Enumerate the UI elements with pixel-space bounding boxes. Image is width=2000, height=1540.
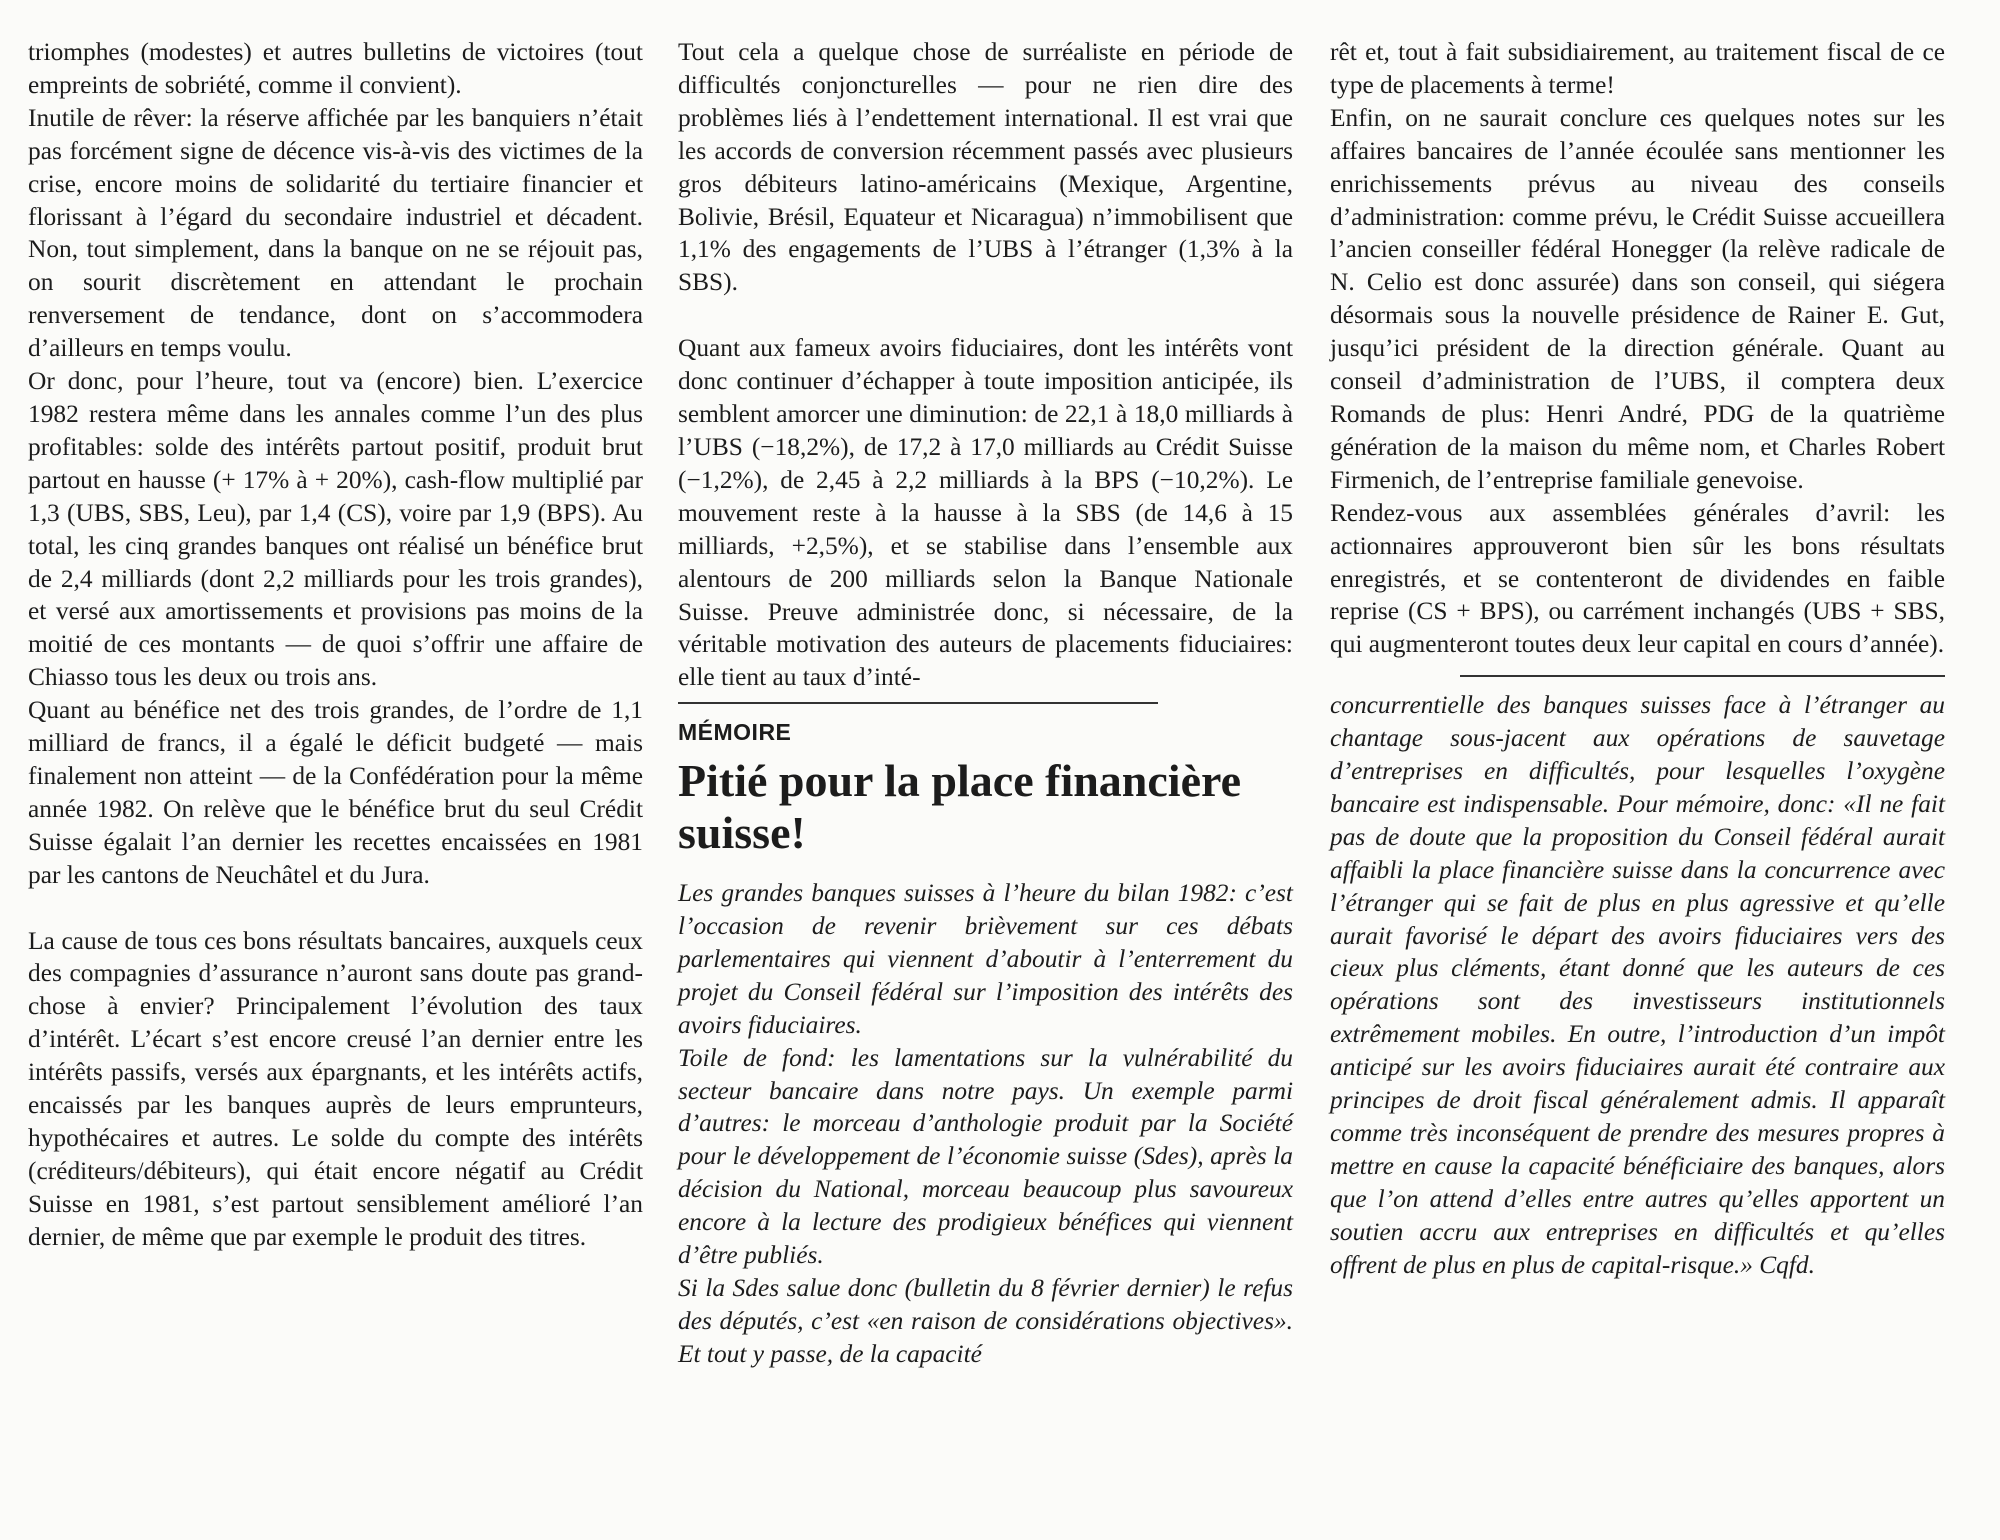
article-column-1	[28, 36, 643, 1254]
memo-paragraph: Si la Sdes salue donc (bulletin du 8 février dernier) le refus des députés, c’est «en raison de considérations objectives». Et tout y passe, de la capacité	[678, 1274, 1293, 1368]
article-column-3	[1330, 36, 1945, 1282]
memo-paragraph: Toile de fond: les lamentations sur la vulnérabilité du secteur bancaire dans notre pays. Un exemple parmi d’autres: le morceau d’anthologie produit par la Société pour le développement de l’économie suisse (Sdes), après la décision du National, morceau beaucoup plus savoureux encore à la lecture des prodigieux bénéfices qui viennent d’être publiés.	[678, 1043, 1293, 1270]
memo-paragraph: concurrentielle des banques suisses face à l’étranger au chantage sous-jacent aux opérations de sauvetage d’entreprises en difficultés, pour lesquelles l’oxygène bancaire est indispensable. Pour mémoire, donc: «Il ne fait pas de doute que la proposition du Conseil fédéral aurait affaibli la place financière suisse dans la concurrence avec l’étranger qui se fait de plus en plus agressive et qu’elle aurait favorisé le départ des avoirs fiduciaires vers des cieux plus cléments, étant donné que les auteurs de ces opérations sont des investisseurs institutionnels extrêmement mobiles. En outre, l’introduction d’un impôt anticipé sur les avoirs fiduciaires aurait été contraire aux principes de droit fiscal généralement admis. Il apparaît comme très inconséquent de prendre des mesures propres à mettre en cause la capacité bénéficiaire des banques, alors que l’on attend d’elles entre autres qu’elles apportent un soutien accru aux entreprises en difficultés et qu’elles offrent de plus en plus de capital-risque.» Cqfd.	[1330, 691, 1945, 1279]
memo-body	[678, 877, 1293, 1371]
paragraph: Or donc, pour l’heure, tout va (encore) bien. L’exercice 1982 restera même dans les annales comme l’un des plus profitables: solde des intérêts partout positif, produit brut partout en hausse (+ 17% à + 20%), cash-flow multiplié par 1,3 (UBS, SBS, Leu), par 1,4 (CS), voire par 1,9 (BPS). Au total, les cinq grandes banques ont réalisé un bénéfice brut de 2,4 milliards (dont 2,2 milliards pour les trois grandes), et versé aux amortissements et provisions pas moins de la moitié de ces montants — de quoi s’offrir une affaire de Chiasso tous les deux ou trois ans.	[28, 367, 643, 692]
paragraph: Tout cela a quelque chose de surréaliste en période de difficultés conjoncturelles — pour ne rien dire des problèmes liés à l’endettement international. Il est vrai que les accords de conversion récemment passés avec plusieurs gros débiteurs latino-américains (Mexique, Argentine, Bolivie, Brésil, Equateur et Nicaragua) n’immobilisent que 1,1% des engagements de l’UBS à l’étranger (1,3% à la SBS).	[678, 38, 1293, 297]
paragraph: Enfin, on ne saurait conclure ces quelques notes sur les affaires bancaires de l’année écoulée sans mentionner les enrichissements prévus au niveau des conseils d’administration: comme prévu, le Crédit Suisse accueillera l’ancien conseiller fédéral Honegger (la relève radicale de N. Celio est donc assurée) dans son conseil, qui siégera désormais sous la nouvelle présidence de Rainer E. Gut, jusqu’ici président de la direction générale. Quant au conseil d’administration de l’UBS, il comptera deux Romands de plus: Henri André, PDG de la quatrième génération de la maison du même nom, et Charles Robert Firmenich, de l’entreprise familiale genevoise.	[1330, 103, 1945, 494]
memo-headline: Pitié pour la place financière suisse!	[678, 755, 1242, 859]
article-column-2	[678, 36, 1293, 1371]
section-divider	[678, 702, 1158, 704]
paragraph: Rendez-vous aux assemblées générales d’avril: les actionnaires approuveront bien sûr les bons résultats enregistrés, et se contenteront de dividendes en faible reprise (CS + BPS), ou carrément inchangés (UBS + SBS, qui augmenteront toutes deux leur capital en cours d’année).	[1330, 498, 1945, 659]
paragraph: rêt et, tout à fait subsidiairement, au traitement fiscal de ce type de placements à terme!	[1330, 38, 1945, 99]
paragraph: Quant aux fameux avoirs fiduciaires, dont les intérêts vont donc continuer d’échapper à toute imposition anticipée, ils semblent amorcer une diminution: de 22,1 à 18,0 milliards à l’UBS (−18,2%), de 17,2 à 17,0 milliards au Crédit Suisse (−1,2%), de 2,45 à 2,2 milliards à la BPS (−10,2%). Le mouvement reste à la hausse à la SBS (de 14,6 à 15 milliards, +2,5%), et se stabilise dans l’ensemble aux alentours de 200 milliards selon la Banque Nationale Suisse. Preuve administrée donc, si nécessaire, de la véritable motivation des auteurs de placements fiduciaires: elle tient au taux d’inté-	[678, 334, 1293, 692]
section-kicker: MÉMOIRE	[678, 719, 792, 746]
paragraph: triomphes (modestes) et autres bulletins de victoires (tout empreints de sobriété, comme il convient).	[28, 38, 643, 99]
section-divider	[1460, 675, 1945, 677]
paragraph: Quant au bénéfice net des trois grandes, de l’ordre de 1,1 milliard de francs, il a égalé le déficit budgeté — mais finalement non atteint — de la Confédération pour la même année 1982. On relève que le bénéfice brut du seul Crédit Suisse égalait l’an dernier les recettes encaissées en 1981 par les cantons de Neuchâtel et du Jura.	[28, 696, 643, 889]
paragraph: La cause de tous ces bons résultats bancaires, auxquels ceux des compagnies d’assurance n’auront sans doute pas grand-chose à envier? Principalement l’évolution des taux d’intérêt. L’écart s’est encore creusé l’an dernier entre les intérêts passifs, versés aux épargnants, et les intérêts actifs, encaissés par les banques auprès de leurs emprunteurs, hypothécaires et autres. Le solde du compte des intérêts (créditeurs/débiteurs), qui était encore négatif au Crédit Suisse en 1981, s’est partout sensiblement amélioré l’an dernier, de même que par exemple le produit des titres.	[28, 926, 643, 1251]
memo-paragraph: Les grandes banques suisses à l’heure du bilan 1982: c’est l’occasion de revenir brièvement sur ces débats parlementaires qui viennent d’aboutir à l’enterrement du projet du Conseil fédéral sur l’imposition des intérêts des avoirs fiduciaires.	[678, 879, 1293, 1039]
memo-body-continued	[1330, 689, 1945, 1281]
paragraph: Inutile de rêver: la réserve affichée par les banquiers n’était pas forcément signe de décence vis-à-vis des victimes de la crise, encore moins de solidarité du tertiaire financier et florissant à l’égard du secondaire industriel et décadent. Non, tout simplement, dans la banque on ne se réjouit pas, on sourit discrètement en attendant le prochain renversement de tendance, dont on s’accommodera d’ailleurs en temps voulu.	[28, 103, 643, 363]
